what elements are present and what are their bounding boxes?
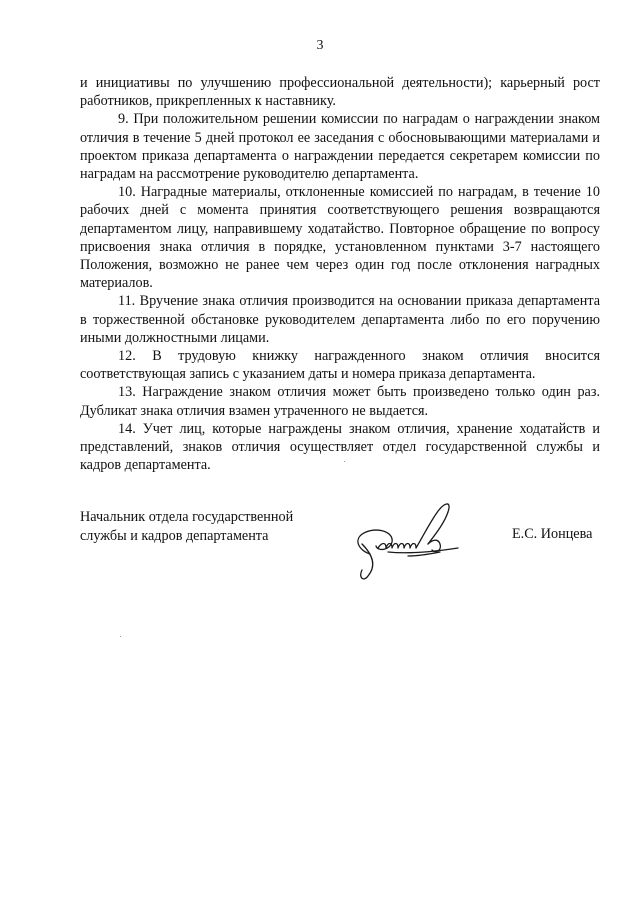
paragraph-continuation: и инициативы по улучшению профессиональной деятельности); карьерный рост работников, прикрепленных к наставнику. (80, 75, 600, 110)
paragraph-item-12: 12. В трудовую книжку награжденного знаком отличия вносится соответствующая запись с указанием даты и номера приказа департамента. (80, 348, 600, 383)
paragraph-item-9: 9. При положительном решении комиссии по наградам о награждении знаком отличия в течение 5 дней протокол ее заседания с обосновывающими материалами и проектом приказа департамента о награждении передается секретарем комиссии по наградам на рассмотрение руководителю департамента. (80, 111, 600, 183)
signature-block (80, 508, 600, 598)
signatory-position (80, 508, 293, 545)
paragraph-item-14: 14. Учет лиц, которые награждены знаком отличия, хранение ходатайств и представлений, знаков отличия осуществляет отдел государственной службы и кадров департамента. (80, 420, 600, 474)
paragraph-item-10: 10. Наградные материалы, отклоненные комиссией по наградам, в течение 10 рабочих дней с момента принятия соответствующего решения возвращаются департаментом лицу, направившему ходатайство. Повторное обращение по вопросу присвоения знака отличия в порядке, установленном пунктами 3-7 настоящего Положения, возможно не ранее чем через один год после отклонения наградных материалов. (80, 184, 600, 292)
signatory-position-line-1: Начальник отдела государственной (80, 509, 294, 525)
signatory-name: Е.С. Ионцева (512, 526, 593, 542)
scan-speck (120, 636, 121, 637)
document-body (80, 74, 600, 474)
paragraph-item-11: 11. Вручение знака отличия производится на основании приказа департамента в торжественной обстановке руководителем департамента либо по его поручению иными должностными лицами. (80, 293, 600, 346)
scan-speck (344, 461, 345, 462)
page-number: 3 (316, 38, 324, 53)
paragraph-item-13: 13. Награждение знаком отличия может быть произведено только один раз. Дубликат знака отличия взамен утраченного не выдается. (80, 384, 600, 419)
signatory-position-line-2: службы и кадров департамента (80, 527, 269, 544)
handwritten-signature (348, 492, 474, 596)
